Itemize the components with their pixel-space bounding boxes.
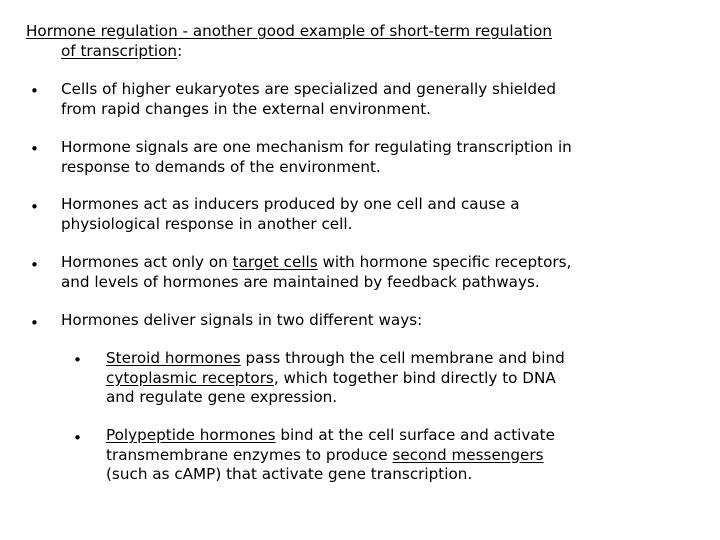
- bullet-1: [61, 80, 556, 119]
- sub-bullet-2-text-c: transmembrane enzymes to produce: [106, 445, 393, 464]
- sub-bullet-2: [106, 426, 555, 485]
- bullet-1-line-1: Cells of higher eukaryotes are specialized and generally shielded: [61, 80, 556, 98]
- bullet-3-line-2: physiological response in another cell.: [61, 214, 353, 233]
- title-line-1: Hormone regulation - another good example of short-term regulation: [26, 22, 552, 40]
- bullet-4: [61, 253, 571, 292]
- sub-bullet-2-text-b: bind at the cell surface and activate: [275, 426, 555, 444]
- sub-bullet-1: [106, 349, 565, 408]
- sub-bullet-marker: •: [73, 351, 82, 369]
- sub-bullet-1-line-1: [106, 349, 565, 369]
- polypeptide-hormones-term: Polypeptide hormones: [106, 426, 276, 444]
- bullet-3-line-1: Hormones act as inducers produced by one cell and cause a: [61, 195, 520, 213]
- sub-bullet-1-text-c: , which together bind directly to DNA: [273, 368, 556, 387]
- bullet-3: [61, 195, 520, 234]
- steroid-hormones-term: Steroid hormones: [106, 349, 241, 367]
- bullet-marker: •: [30, 82, 39, 100]
- title-colon: :: [177, 41, 183, 60]
- sub-bullet-2-line-1: [106, 426, 555, 446]
- bullet-2-line-1: Hormone signals are one mechanism for regulating transcription in: [61, 138, 572, 156]
- target-cells-term: target cells: [232, 253, 318, 271]
- sub-bullet-1-line-3: and regulate gene expression.: [106, 388, 338, 406]
- sub-bullet-marker: •: [73, 429, 82, 447]
- sub-bullet-2-line-3: (such as cAMP) that activate gene transcription.: [106, 465, 473, 483]
- bullet-4-text-b: with hormone specific receptors,: [317, 253, 572, 271]
- title-underlined-text: of transcription: [61, 41, 178, 60]
- bullet-marker: •: [30, 256, 39, 274]
- sub-bullet-1-text-b: pass through the cell membrane and bind: [240, 349, 565, 367]
- bullet-marker: •: [30, 140, 39, 158]
- bullet-4-line-2: and levels of hormones are maintained by feedback pathways.: [61, 272, 540, 291]
- cytoplasmic-receptors-term: cytoplasmic receptors: [106, 368, 274, 387]
- bullet-1-line-2: from rapid changes in the external environment.: [61, 99, 431, 118]
- bullet-4-line-1: [61, 253, 571, 273]
- slide-title: [26, 22, 686, 61]
- bullet-5-line-1: Hormones deliver signals in two different ways:: [61, 311, 423, 329]
- title-line-2: [26, 42, 686, 62]
- bullet-4-text-a: Hormones act only on: [61, 253, 233, 271]
- bullet-marker: •: [30, 198, 39, 216]
- bullet-2: [61, 138, 572, 177]
- sub-bullet-2-line-2: [106, 446, 555, 466]
- bullet-5: [61, 311, 422, 331]
- bullet-marker: •: [30, 314, 39, 332]
- second-messengers-term: second messengers: [392, 445, 544, 464]
- sub-bullet-1-line-2: [106, 369, 565, 389]
- bullet-2-line-2: response to demands of the environment.: [61, 157, 381, 176]
